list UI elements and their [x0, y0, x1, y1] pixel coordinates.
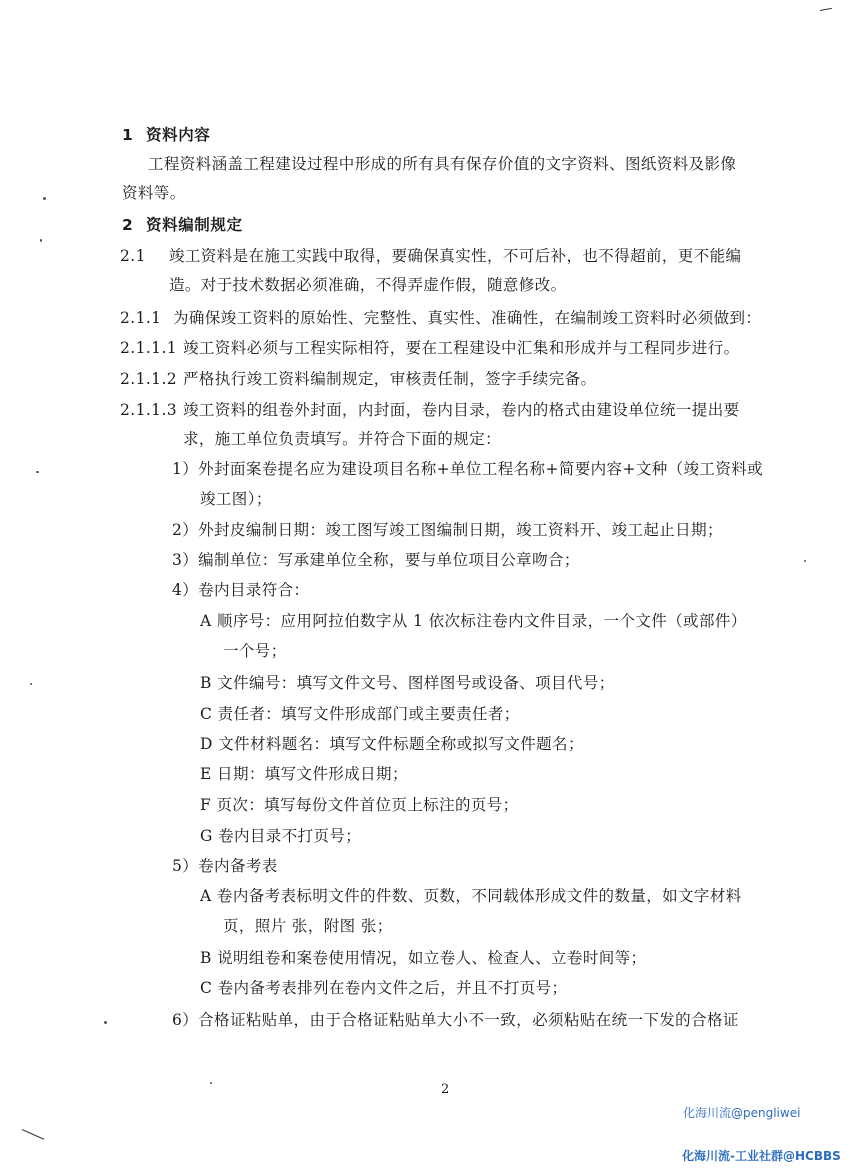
item-3: 3）编制单位：写承建单位全称，要与单位项目公章吻合；	[172, 551, 580, 569]
scan-speck	[104, 1021, 107, 1024]
clause-2-1-1-3-line-2: 求，施工单位负责填写。并符合下面的规定：	[183, 430, 502, 448]
section-2-heading: 2 资料编制规定	[122, 216, 243, 234]
section-1-paragraph-line-1: 工程资料涵盖工程建设过程中形成的所有具有保存价值的文字资料、图纸资料及影像	[148, 155, 737, 173]
item-4-g: G 卷内目录不打页号；	[200, 827, 362, 845]
item-4: 4）卷内目录符合：	[172, 581, 310, 599]
item-4-e: E 日期：填写文件形成日期；	[200, 765, 408, 783]
watermark-line-2: 化海川流-工业社群@HCBBS	[682, 1149, 841, 1163]
item-4-a-line-1: A 顺序号：应用阿拉伯数字从 1 依次标注卷内文件目录，一个文件（或部件）	[200, 612, 747, 630]
item-2: 2）外封皮编制日期：竣工图写竣工图编制日期，竣工资料开、竣工起止日期；	[172, 521, 723, 539]
item-5: 5）卷内备考表	[172, 857, 278, 875]
item-5-c: C 卷内备考表排列在卷内文件之后，并且不打页号；	[200, 979, 568, 997]
item-4-d: D 文件材料题名：填写文件标题全称或拟写文件题名；	[200, 735, 584, 753]
item-1-line-1: 1）外封面案卷提名应为建设项目名称+单位工程名称+简要内容+文种（竣工资料或	[172, 460, 764, 478]
item-5-a-line-2: 页，照片 张，附图 张；	[223, 917, 393, 935]
clause-2-1-line-1: 2.1 竣工资料是在施工实践中取得，要确保真实性，不可后补，也不得超前，更不能编	[120, 247, 742, 265]
clause-2-1-line-2: 造。对于技术数据必须准确，不得弄虚作假，随意修改。	[169, 276, 567, 294]
item-4-b: B 文件编号：填写文件文号、图样图号或设备、项目代号；	[200, 674, 615, 692]
page-number: 2	[441, 1082, 450, 1097]
item-5-b: B 说明组卷和案卷使用情况，如立卷人、检查人、立卷时间等；	[200, 949, 647, 967]
clause-2-1-1: 2.1.1 为确保竣工资料的原始性、完整性、真实性、准确性，在编制竣工资料时必须做到：	[120, 309, 762, 327]
item-5-a-line-1: A 卷内备考表标明文件的件数、页数，不同载体形成文件的数量，如文字材料	[200, 887, 742, 905]
scan-speck	[804, 560, 806, 562]
scan-scratch	[820, 8, 832, 11]
scan-speck	[36, 471, 39, 473]
clause-2-1-1-3-line-1: 2.1.1.3 竣工资料的组卷外封面，内封面，卷内目录，卷内的格式由建设单位统一提出要	[120, 401, 740, 419]
scan-speck	[43, 197, 46, 200]
item-1-line-2: 竣工图）；	[200, 490, 272, 508]
clause-2-1-1-2: 2.1.1.2 严格执行竣工资料编制规定，审核责任制，签字手续完备。	[120, 370, 597, 388]
scan-speck	[30, 683, 32, 685]
section-1-paragraph-line-2: 资料等。	[122, 184, 186, 202]
item-6: 6）合格证粘贴单，由于合格证粘贴单大小不一致，必须粘贴在统一下发的合格证	[172, 1011, 739, 1029]
scan-speck	[40, 239, 42, 242]
watermark-line-1: 化海川流@pengliwei	[683, 1106, 801, 1120]
section-1-heading: 1 资料内容	[122, 126, 211, 144]
scan-scratch	[22, 1129, 44, 1140]
item-4-a-line-2: 一个号；	[223, 642, 287, 660]
scan-speck	[210, 1082, 212, 1084]
item-4-c: C 责任者：填写文件形成部门或主要责任者；	[200, 705, 520, 723]
clause-2-1-1-1: 2.1.1.1 竣工资料必须与工程实际相符，要在工程建设中汇集和形成并与工程同步进行。	[120, 339, 740, 357]
item-4-f: F 页次：填写每份文件首位页上标注的页号；	[200, 796, 519, 814]
